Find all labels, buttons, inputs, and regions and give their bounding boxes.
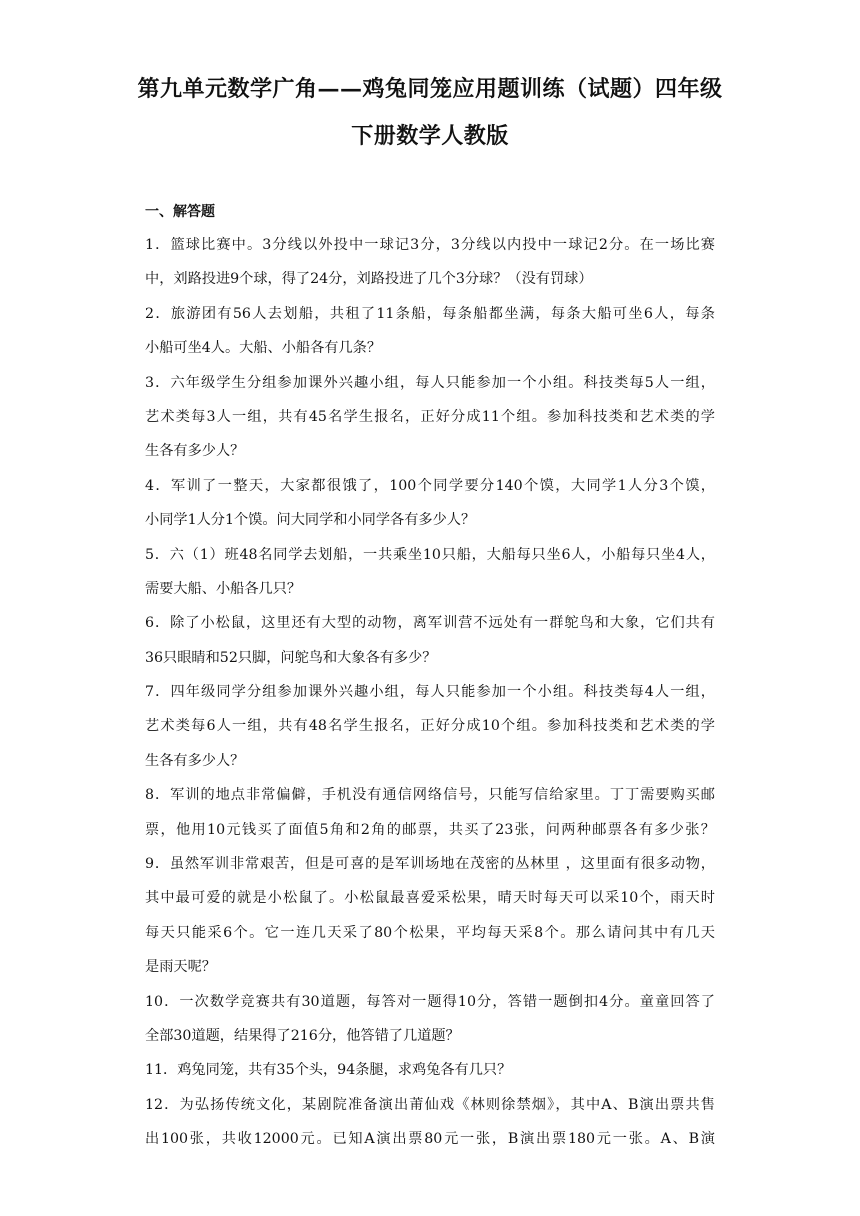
- question-11-line-1: 11．鸡兔同笼，共有35个头，94条腿，求鸡兔各有几只？: [145, 1062, 512, 1079]
- question-10-line-1: 10．一次数学竞赛共有30道题，每答对一题得10分，答错一题倒扣4分。童童回答了: [145, 993, 715, 1010]
- question-1-line-2: 中，刘路投进9个球，得了24分，刘路投进了几个3分球？（没有罚球）: [145, 271, 593, 288]
- question-9-line-3: 每天只能采6个。它一连几天采了80个松果，平均每天采8个。那么请问其中有几天: [145, 924, 715, 941]
- question-9-line-1: 9．虽然军训非常艰苦，但是可喜的是军训场地在茂密的丛林里 ，这里面有很多动物，: [145, 856, 715, 873]
- document-title-line-2: 下册数学人教版: [351, 123, 509, 149]
- question-4-line-1: 4．军训了一整天，大家都很饿了，100个同学要分140个馍，大同学1人分3个馍，: [145, 477, 715, 494]
- question-3-line-2: 艺术类每3人一组，共有45名学生报名，正好分成11个组。参加科技类和艺术类的学: [145, 408, 715, 425]
- question-4-line-2: 小同学1人分1个馍。问大同学和小同学各有多少人？: [145, 512, 476, 529]
- section-heading: 一、解答题: [145, 204, 215, 220]
- question-3-line-3: 生各有多少人？: [145, 443, 245, 460]
- question-7-line-2: 艺术类每6人一组，共有48名学生报名，正好分成10个组。参加科技类和艺术类的学: [145, 718, 715, 735]
- question-1-line-1: 1．篮球比赛中。3分线以外投中一球记3分，3分线以内投中一球记2分。在一场比赛: [145, 237, 715, 253]
- question-3-line-1: 3．六年级学生分组参加课外兴趣小组，每人只能参加一个小组。科技类每5人一组，: [145, 374, 715, 391]
- question-8-line-2: 票，他用10元钱买了面值5角和2角的邮票，共买了23张，问两种邮票各有多少张？: [145, 821, 715, 838]
- question-7-line-1: 7．四年级同学分组参加课外兴趣小组，每人只能参加一个小组。科技类每4人一组，: [145, 684, 715, 701]
- question-list: [145, 228, 715, 1157]
- question-8-line-1: 8．军训的地点非常偏僻，手机没有通信网络信号，只能写信给家里。丁丁需要购买邮: [145, 787, 715, 804]
- question-6-line-2: 36只眼睛和52只脚，问鸵鸟和大象各有多少？: [145, 649, 437, 666]
- question-7-line-3: 生各有多少人？: [145, 752, 245, 769]
- question-12-line-1: 12．为弘扬传统文化，某剧院准备演出莆仙戏《林则徐禁烟》，其中A、B演出票共售: [145, 1096, 715, 1113]
- question-6-line-1: 6．除了小松鼠，这里还有大型的动物，离军训营不远处有一群鸵鸟和大象，它们共有: [145, 615, 715, 632]
- question-9-line-2: 其中最可爱的就是小松鼠了。小松鼠最喜爱采松果，晴天时每天可以采10个，雨天时: [145, 890, 715, 907]
- question-5-line-2: 需要大船、小船各几只？: [145, 580, 302, 597]
- question-12-line-2: 出100张，共收12000元。已知A演出票80元一张，B演出票180元一张。A、B演: [145, 1131, 715, 1148]
- question-2-line-1: 2．旅游团有56人去划船，共租了11条船，每条船都坐满，每条大船可坐6人，每条: [145, 305, 715, 322]
- question-5-line-1: 5．六（1）班48名同学去划船，一共乘坐10只船，大船每只坐6人，小船每只坐4人，: [145, 546, 715, 563]
- document-title-line-1: 第九单元数学广角——鸡兔同笼应用题训练（试题）四年级: [137, 76, 723, 102]
- question-9-line-4: 是雨天呢？: [145, 959, 216, 976]
- question-10-line-2: 全部30道题，结果得了216分，他答错了几道题？: [145, 1027, 460, 1044]
- question-2-line-2: 小船可坐4人。大船、小船各有几条？: [145, 340, 382, 357]
